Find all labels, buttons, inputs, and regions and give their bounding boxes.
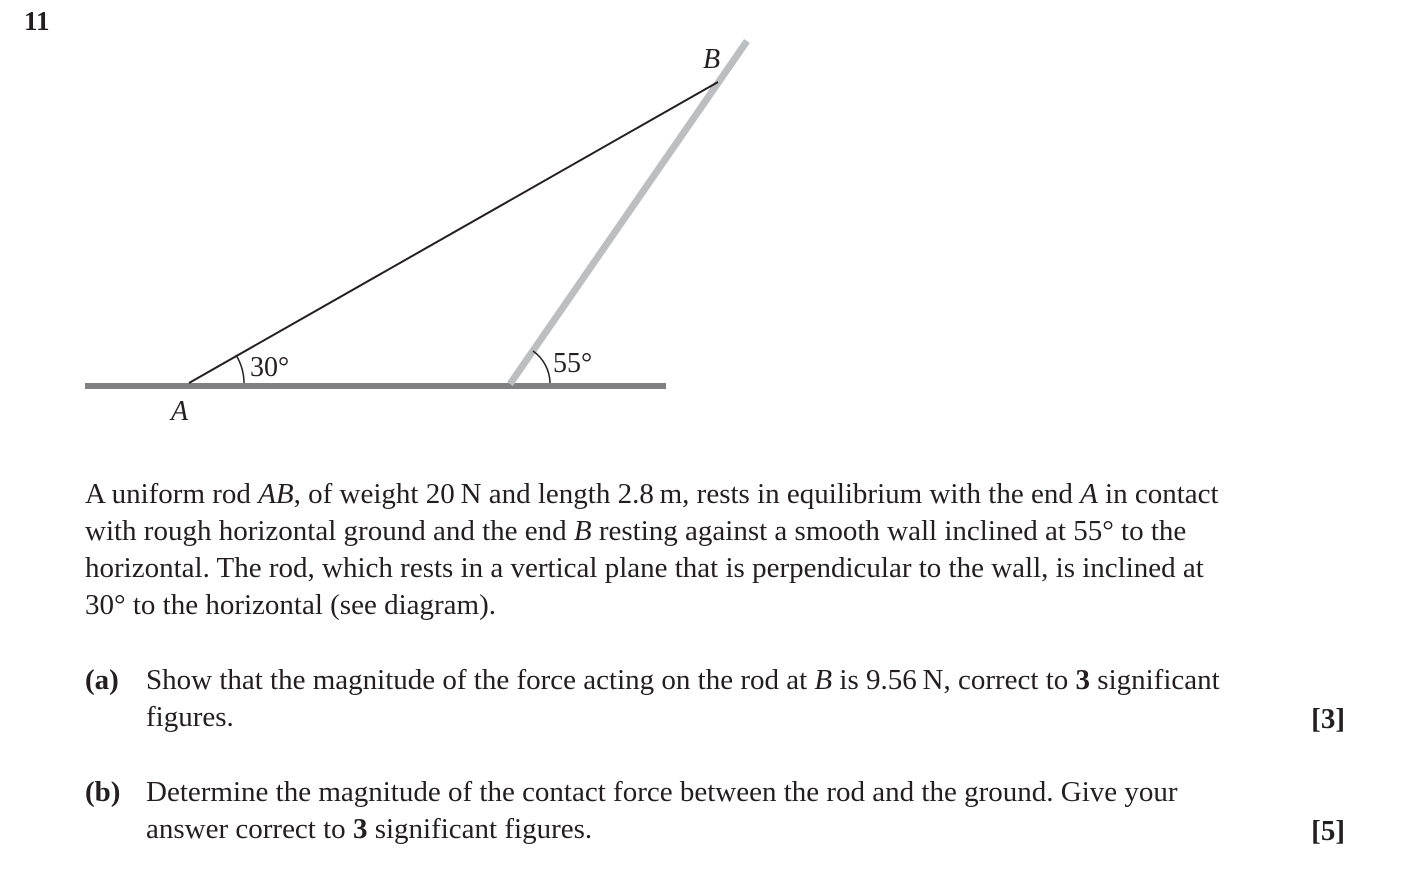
inclined-wall bbox=[510, 41, 747, 384]
point-label-a: A bbox=[171, 396, 189, 427]
question-number: 11 bbox=[24, 6, 50, 36]
part-b-text: Determine the magnitude of the contact force between the rod and the ground. Give your answer correct to 3 significant figures. bbox=[146, 776, 1178, 845]
stem-line-4: 30° to the horizontal (see diagram). bbox=[85, 589, 497, 621]
stem-line-3: horizontal. The rod, which rests in a vertical plane that is perpendicular to the wall, is inclined at bbox=[85, 552, 1204, 584]
stem-line-2: with rough horizontal ground and the end B resting against a smooth wall inclined at 55° to the bbox=[85, 515, 1187, 547]
angle-arc-55 bbox=[533, 351, 550, 383]
part-a-label: (a) bbox=[85, 664, 119, 696]
part-a-marks: [3] bbox=[1311, 703, 1345, 735]
part-b-marks: [5] bbox=[1311, 815, 1345, 847]
stem-line-1: A uniform rod AB, of weight 20 N and length 2.8 m, rests in equilibrium with the end A in contact bbox=[85, 478, 1219, 510]
angle-arc-30 bbox=[236, 355, 244, 383]
angle-label-30: 30° bbox=[250, 352, 290, 383]
rod-ab bbox=[189, 82, 718, 383]
part-b-label: (b) bbox=[85, 776, 121, 808]
question-stem bbox=[85, 476, 1345, 624]
angle-label-55: 55° bbox=[553, 348, 593, 379]
point-label-b: B bbox=[703, 44, 721, 75]
part-a-text: Show that the magnitude of the force acting on the rod at B is 9.56 N, correct to 3 significant figures. bbox=[146, 664, 1220, 733]
